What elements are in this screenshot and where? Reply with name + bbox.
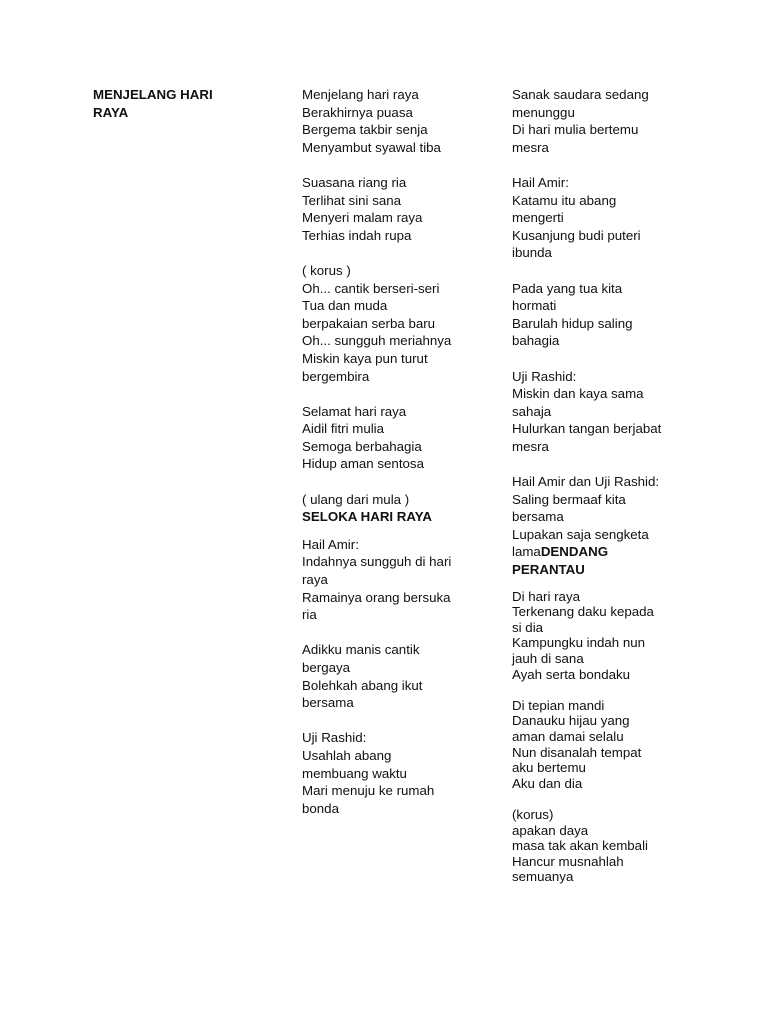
lyric-line: semuanya	[512, 869, 574, 885]
lyric-line: mesra	[512, 438, 549, 454]
song-title-seloka: SELOKA HARI RAYA	[302, 509, 433, 525]
lyric-line: ibunda	[512, 245, 552, 261]
lyric-line: Hidup aman sentosa	[302, 456, 424, 472]
stanza-r6	[512, 589, 702, 683]
stanza-r4	[512, 368, 702, 456]
lyric-line: si dia	[512, 619, 544, 635]
lyric-line: bonda	[302, 800, 339, 816]
lyric-line: Oh... cantik berseri-seri	[302, 280, 440, 296]
lyric-line: Usahlah abang	[302, 747, 392, 763]
stanza-r7	[512, 698, 702, 792]
stanza-r3	[512, 280, 702, 350]
lyric-line: Hail Amir dan Uji Rashid:	[512, 474, 660, 490]
lyric-line: Miskin dan kaya sama	[512, 386, 644, 402]
lyric-fragment: lama	[512, 544, 541, 560]
lyric-line: Di tepian mandi	[512, 697, 605, 713]
lyric-line: jauh di sana	[512, 651, 584, 666]
stanza-r2	[512, 174, 702, 262]
lyric-line: ( korus )	[302, 262, 351, 278]
lyric-line: Terlihat sini sana	[302, 192, 402, 208]
stanza-chorus	[302, 262, 482, 385]
lyric-line: Hail Amir:	[302, 536, 359, 552]
dendang-lyrics	[512, 589, 702, 885]
lyric-line: sahaja	[512, 403, 552, 419]
lyric-line: apakan daya	[512, 822, 589, 838]
lyric-line: Hulurkan tangan berjabat	[512, 421, 662, 437]
lyric-line: aku bertemu	[512, 760, 586, 776]
lyric-line-with-title	[512, 543, 702, 561]
middle-lyrics-column	[302, 86, 482, 817]
lyric-line: Hancur musnahlah	[512, 853, 624, 869]
lyric-line: Di hari mulia bertemu	[512, 122, 639, 138]
lyric-line: Bolehkah abang ikut	[302, 677, 423, 693]
lyric-line: Aidil fitri mulia	[302, 421, 385, 437]
lyric-line: Kampungku indah nun	[512, 635, 646, 651]
lyric-line: Ayah serta bondaku	[512, 666, 631, 682]
lyric-line: Terkenang daku kepada	[512, 604, 654, 620]
lyric-line: Hail Amir:	[512, 174, 569, 190]
stanza-r1	[512, 86, 702, 156]
song-title-menjelang-cont: RAYA	[93, 104, 129, 120]
lyric-line: bergaya	[302, 660, 351, 675]
lyric-line: mengerti	[512, 210, 564, 226]
song-title-dendang: DENDANG	[540, 544, 609, 560]
lyric-line: Di hari raya	[512, 588, 580, 604]
lyric-line: Barulah hidup saling	[512, 315, 633, 331]
lyric-line: berpakaian serba baru	[302, 315, 436, 331]
lyric-line: Suasana riang ria	[302, 174, 407, 190]
lyric-line: Kusanjung budi puteri	[512, 227, 641, 243]
lyric-line: bersama	[512, 509, 564, 525]
stanza-2	[302, 174, 482, 244]
lyric-line: Ramainya orang bersuka	[302, 589, 451, 605]
lyric-line: membuang waktu	[302, 765, 407, 781]
lyric-line: Menyambut syawal tiba	[302, 139, 441, 155]
stanza-7	[302, 729, 482, 817]
lyric-line: Menyeri malam raya	[302, 210, 423, 226]
left-title-column	[93, 86, 263, 121]
repeat-note: ( ulang dari mula )	[302, 491, 410, 507]
lyric-line: Menjelang hari raya	[302, 87, 419, 102]
stanza-r5	[512, 473, 702, 579]
lyric-line: mesra	[512, 139, 549, 155]
lyric-line: aman damai selalu	[512, 728, 624, 744]
lyric-line: bahagia	[512, 333, 560, 349]
lyric-line: ria	[302, 607, 317, 623]
lyric-line: Tua dan muda	[302, 298, 388, 314]
lyric-line: Terhias indah rupa	[302, 227, 412, 243]
lyric-line: Uji Rashid:	[302, 730, 367, 746]
lyric-line: bersama	[302, 695, 354, 711]
lyric-line: Uji Rashid:	[512, 368, 577, 384]
lyric-line: Oh... sungguh meriahnya	[302, 333, 452, 349]
lyric-line: Selamat hari raya	[302, 403, 407, 419]
lyric-line: raya	[302, 572, 328, 588]
stanza-1	[302, 86, 482, 156]
lyric-line: hormati	[512, 298, 557, 314]
lyric-line: Miskin kaya pun turut	[302, 350, 428, 366]
song-title-dendang-cont: PERANTAU	[512, 562, 585, 578]
stanza-6	[302, 641, 482, 711]
lyric-line: Semoga berbahagia	[302, 438, 422, 454]
lyric-line: Mari menuju ke rumah	[302, 783, 435, 799]
lyric-line: Katamu itu abang	[512, 192, 617, 208]
lyric-line: Sanak saudara sedang	[512, 87, 649, 102]
lyric-line: Aku dan dia	[512, 775, 583, 791]
lyric-line: Lupakan saja sengketa	[512, 526, 649, 542]
lyric-line: Pada yang tua kita	[512, 280, 623, 296]
stanza-r8	[512, 807, 702, 885]
lyric-line: Nun disanalah tempat	[512, 744, 642, 760]
lyric-line: Danauku hijau yang	[512, 713, 630, 729]
lyric-line: Saling bermaaf kita	[512, 491, 626, 507]
right-lyrics-column	[512, 86, 702, 885]
lyric-line: Adikku manis cantik	[302, 642, 420, 658]
lyric-line: masa tak akan kembali	[512, 838, 648, 854]
song-title-menjelang: MENJELANG HARI	[93, 87, 213, 102]
lyric-line: (korus)	[512, 806, 554, 822]
lyric-line: menunggu	[512, 104, 575, 120]
stanza-4	[302, 403, 482, 473]
lyric-line: bergembira	[302, 368, 370, 384]
lyric-line: Berakhirnya puasa	[302, 104, 413, 120]
stanza-5	[302, 536, 482, 624]
lyric-line: Bergema takbir senja	[302, 122, 428, 138]
lyric-line: Indahnya sungguh di hari	[302, 554, 452, 570]
